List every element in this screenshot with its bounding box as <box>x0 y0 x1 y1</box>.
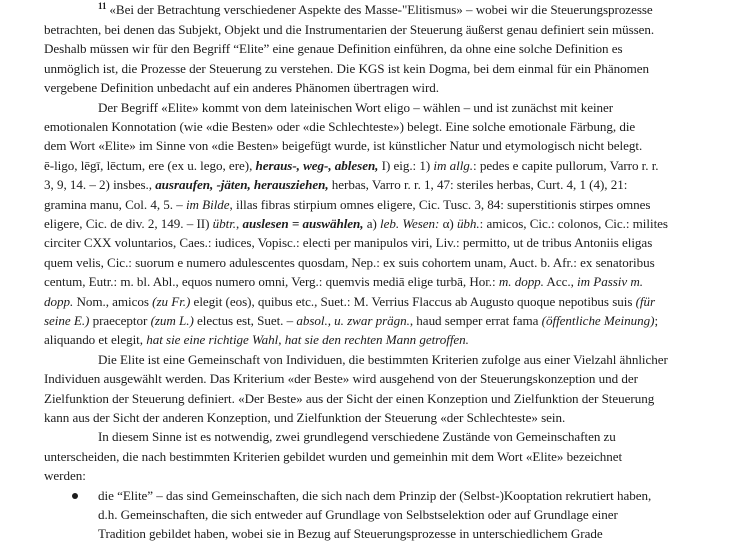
text-run: I) eig.: 1) <box>378 157 434 173</box>
italic-run: absol., u. zwar prägn. <box>296 313 410 328</box>
text-run: α) <box>439 216 457 231</box>
italic-run: übh. <box>456 216 480 231</box>
text-run: : pedes e capite pullorum, Varro r. r. <box>473 157 659 173</box>
dictionary-line <box>44 292 655 311</box>
footnote-number: 11 <box>98 1 107 11</box>
text-run: 3, 9, 14. – 2) insbes., <box>44 177 156 193</box>
italic-run: (öffentliche Meinung) <box>541 313 655 328</box>
italic-run: dopp. <box>44 293 74 309</box>
list-item-line: Tradition gebildet haben, wobei sie in Bezug auf Steuerungsprozesse in unterschiedlichem Grade <box>98 526 603 542</box>
text-run: elegit (eos), quibus etc., Suet.: M. Verrius Flaccus ab Augusto quoque nepotibus suis <box>190 293 636 309</box>
text-run: ē-ligo, lēgī, lēctum, ere (ex u. lego, ere), <box>44 157 256 173</box>
paragraph-line: Der Begriff «Elite» kommt von dem lateinischen Wort eligo – wählen – und ist zunächst mit keiner <box>98 99 614 115</box>
dictionary-line <box>44 214 668 233</box>
italic-run: seine E.) <box>44 313 90 328</box>
paragraph-line: Individuen ausgewählt werden. Das Kriterium «der Beste» wird ausgehend von der Steuerungskonzeption und der <box>44 371 638 387</box>
paragraph-line: emotionalen Konnotation (wie «die Besten» oder «die Schlechteste») belegt. Eine solche emotionale Färbung, die <box>44 119 636 134</box>
italic-run: im Bilde <box>185 196 230 212</box>
text-run: aliquando et elegit, <box>44 332 147 348</box>
paragraph-line: In diesem Sinne ist es notwendig, zwei grundlegend verschiedene Zustände von Gemeinschaften zu <box>98 429 616 445</box>
text-run: , illas fibras stirpium omnes eligere, Cic. Tusc. 3, 84: superstitionis stirpes omnes <box>229 196 651 212</box>
dictionary-line: circiter CXX voluntarios, Caes.: iudices, Vopisc.: electi per manipulos viri, Liv.: permitto, ut de tribus Antoniis eligas <box>44 235 653 251</box>
text-run: , haud semper errat fama <box>409 313 542 328</box>
paragraph-line: unmöglich ist, die Prozesse der Steuerung zu verstehen. Die KGS ist kein Dogma, bei dem einmal für ein Phänomen <box>44 60 649 76</box>
italic-run: (zu Fr.) <box>152 293 191 309</box>
text-run: Nom., amicos <box>73 293 153 309</box>
footnote-text: «Bei der Betrachtung verschiedener Aspekte des Masse-"Elitismus» – wobei wir die Steuerungsprozesse <box>109 2 653 17</box>
text-run: a) <box>363 216 381 231</box>
text-run: centum, Eutr.: m. bl. Abl., equos numero omni, Verg.: quemvis mediā elige turbā, Hor.: <box>44 274 499 290</box>
footnote-first-line <box>98 0 653 21</box>
paragraph-line: Zielfunktion der Steuerung definiert. «Der Beste» aus der Sicht der einen Konzeption und Zielfunktion der Steuerung <box>44 390 655 406</box>
text-run: : amicos, Cic.: colonos, Cic.: milites <box>479 216 668 231</box>
dictionary-line: quem velis, Cic.: suorum e numero adulescentes quosdam, Nep.: ex suis cohortem unam, Auct. b. Afr.: ex senatoribus <box>44 254 655 270</box>
text-run: electus est, Suet. – <box>193 313 297 328</box>
italic-run: m. dopp. <box>498 274 544 290</box>
text-run: Acc., <box>543 274 578 290</box>
list-item-line: d.h. Gemeinschaften, die sich entweder auf Grundlage von Selbstselektion oder auf Grundlage einer <box>98 507 618 522</box>
list-item-line: die “Elite” – das sind Gemeinschaften, die sich nach dem Prinzip der (Selbst-)Kooptation rekrutiert haben, <box>98 487 652 503</box>
dictionary-line <box>44 195 650 214</box>
paragraph-line: unterscheiden, die nach bestimmten Kriterien gebildet wurden und gemeinhin mit dem Wort «Elite» bezeichnet <box>44 448 623 464</box>
italic-run: übtr. <box>212 216 237 231</box>
italic-run: im Passiv m. <box>577 274 643 290</box>
italic-run: (für <box>635 293 656 309</box>
text-run: praeceptor <box>89 313 151 328</box>
italic-run: im allg. <box>433 157 474 173</box>
paragraph-line: kann aus der Sicht der anderen Konzeption, und Zielfunktion der Steuerung «der Schlechteste» sein. <box>44 410 566 425</box>
text-run: eligere, Cic. de div. 2, 149. – II) <box>44 216 213 231</box>
text-run: herbas, Varro r. r. 1, 47: steriles herbas, Curt. 4, 1 (4), 21: <box>328 177 628 193</box>
bold-italic-run: heraus-, weg-, ablesen, <box>255 157 379 173</box>
dictionary-line <box>44 272 643 291</box>
paragraph-line: Deshalb müssen wir für den Begriff “Elite” eine genaue Definition einführen, da ohne eine solche Definition es <box>44 41 623 57</box>
bullet-icon <box>72 493 78 499</box>
text-run: , <box>236 216 243 231</box>
text-run: ; <box>654 313 659 328</box>
paragraph-line: Die Elite ist eine Gemeinschaft von Individuen, die bestimmten Kriterien zufolge aus einer Vielzahl ähnlicher <box>98 351 668 367</box>
bold-italic-run: ausraufen, -jäten, herausziehen, <box>155 177 329 193</box>
paragraph-line: dem Wort «Elite» im Sinne von «die Besten» beigefügt wurde, ist künstlicher Natur und etymologisch nicht belegt. <box>44 138 643 154</box>
dictionary-line <box>44 311 658 330</box>
bold-italic-run: auslesen = auswählen, <box>242 216 364 231</box>
dictionary-line <box>44 156 659 175</box>
paragraph-line: werden: <box>44 468 86 484</box>
dictionary-line <box>44 330 469 349</box>
paragraph-line: vergebene Definition unbedacht auf ein anderes Phänomen übertragen wird. <box>44 80 440 96</box>
italic-run: leb. Wesen: <box>380 216 440 231</box>
italic-run: hat sie eine richtige Wahl, hat sie den rechten Mann getroffen. <box>146 332 469 348</box>
text-run: gramina manu, Col. 4, 5. – <box>44 196 186 212</box>
paragraph-line: betrachten, bei denen das Subjekt, Objekt und die Instrumentarien der Steuerung äußerst genau definiert sein müssen. <box>44 22 655 37</box>
italic-run: (zum L.) <box>150 313 194 328</box>
dictionary-line <box>44 175 627 194</box>
